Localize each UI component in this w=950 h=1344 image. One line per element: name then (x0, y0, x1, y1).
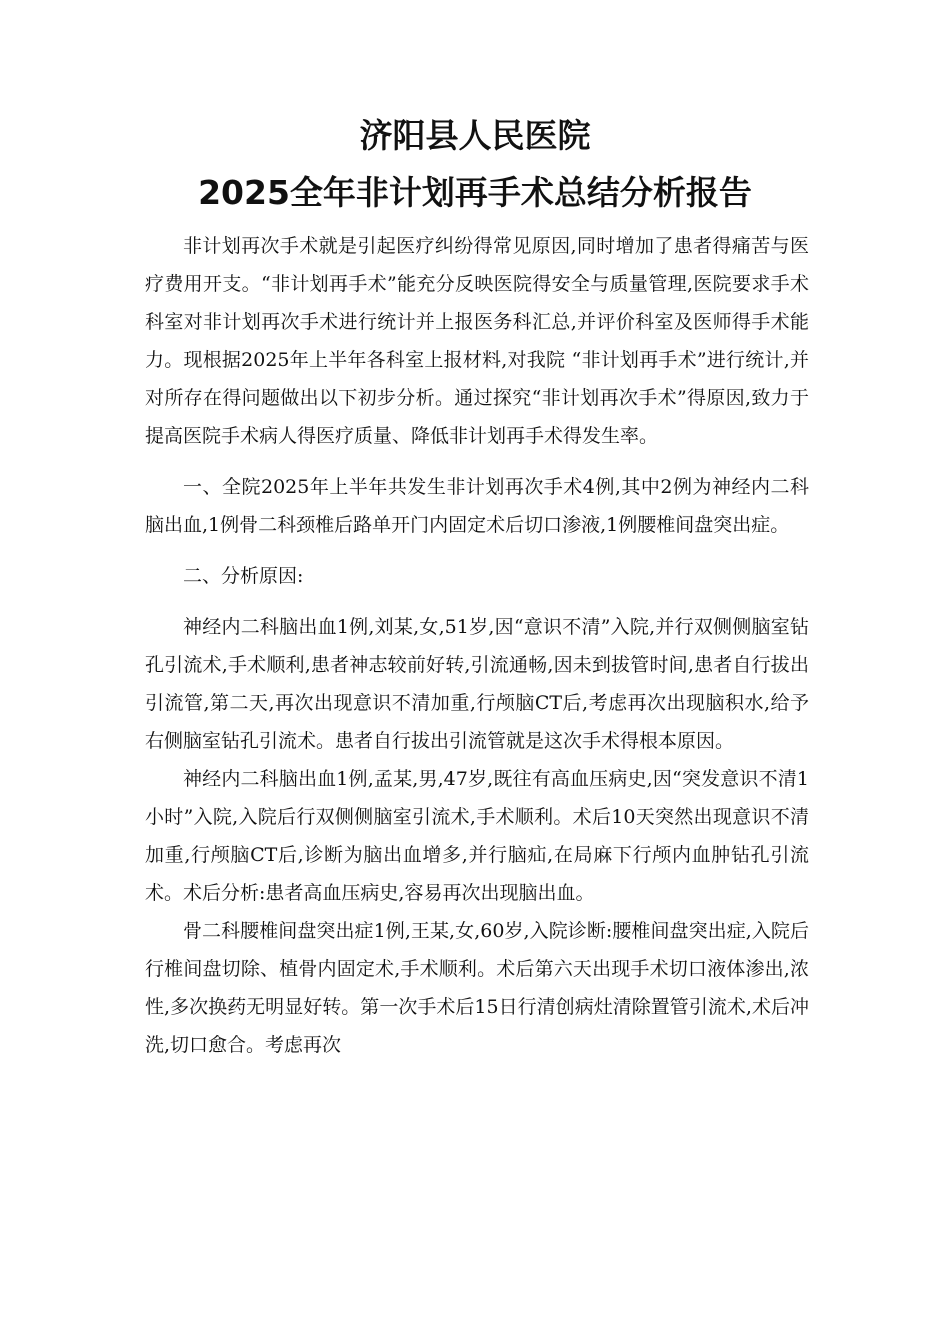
paragraph-intro: 非计划再次手术就是引起医疗纠纷得常见原因,同时增加了患者得痛苦与医疗费用开支。“非计划再手术”能充分反映医院得安全与质量管理,医院要求手术科室对非计划再次手术进行统计并上报医务科汇总,并评价科室及医师得手术能力。现根据2025年上半年各科室上报材料,对我院 “非计划再手术”进行统计,并对所存在得问题做出以下初步分析。通过探究“非计划再次手术”得原因,致力于提高医院手术病人得医疗质量、降低非计划再手术得发生率。 (145, 235, 809, 447)
document-title-report: 2025全年非计划再手术总结分析报告 (198, 173, 752, 212)
paragraph-case-1: 神经内二科脑出血1例,刘某,女,51岁,因“意识不清”入院,并行双侧侧脑室钻孔引流术,手术顺利,患者神志较前好转,引流通畅,因未到拔管时间,患者自行拔出引流管,第二天,再次出现意识不清加重,行颅脑CT后,考虑再次出现脑积水,给予右侧脑室钻孔引流术。患者自行拔出引流管就是这次手术得根本原因。 (145, 616, 809, 752)
paragraph-section-1: 一、全院2025年上半年共发生非计划再次手术4例,其中2例为神经内二科脑出血,1例骨二科颈椎后路单开门内固定术后切口渗液,1例腰椎间盘突出症。 (145, 476, 809, 536)
paragraph-case-2: 神经内二科脑出血1例,孟某,男,47岁,既往有高血压病史,因“突发意识不清1小时”入院,入院后行双侧侧脑室引流术,手术顺利。术后10天突然出现意识不清加重,行颅脑CT后,诊断为脑出血增多,并行脑疝,在局麻下行颅内血肿钻孔引流术。术后分析:患者高血压病史,容易再次出现脑出血。 (145, 768, 809, 904)
document-title-hospital: 济阳县人民医院 (359, 116, 591, 155)
document-body (145, 227, 809, 1064)
paragraph-case-3: 骨二科腰椎间盘突出症1例,王某,女,60岁,入院诊断:腰椎间盘突出症,入院后行椎间盘切除、植骨内固定术,手术顺利。术后第六天出现手术切口液体渗出,浓性,多次换药无明显好转。第一次手术后15日行清创病灶清除置管引流术,术后冲洗,切口愈合。考虑再次 (145, 920, 809, 1056)
paragraph-section-2-heading: 二、分析原因: (183, 565, 304, 587)
